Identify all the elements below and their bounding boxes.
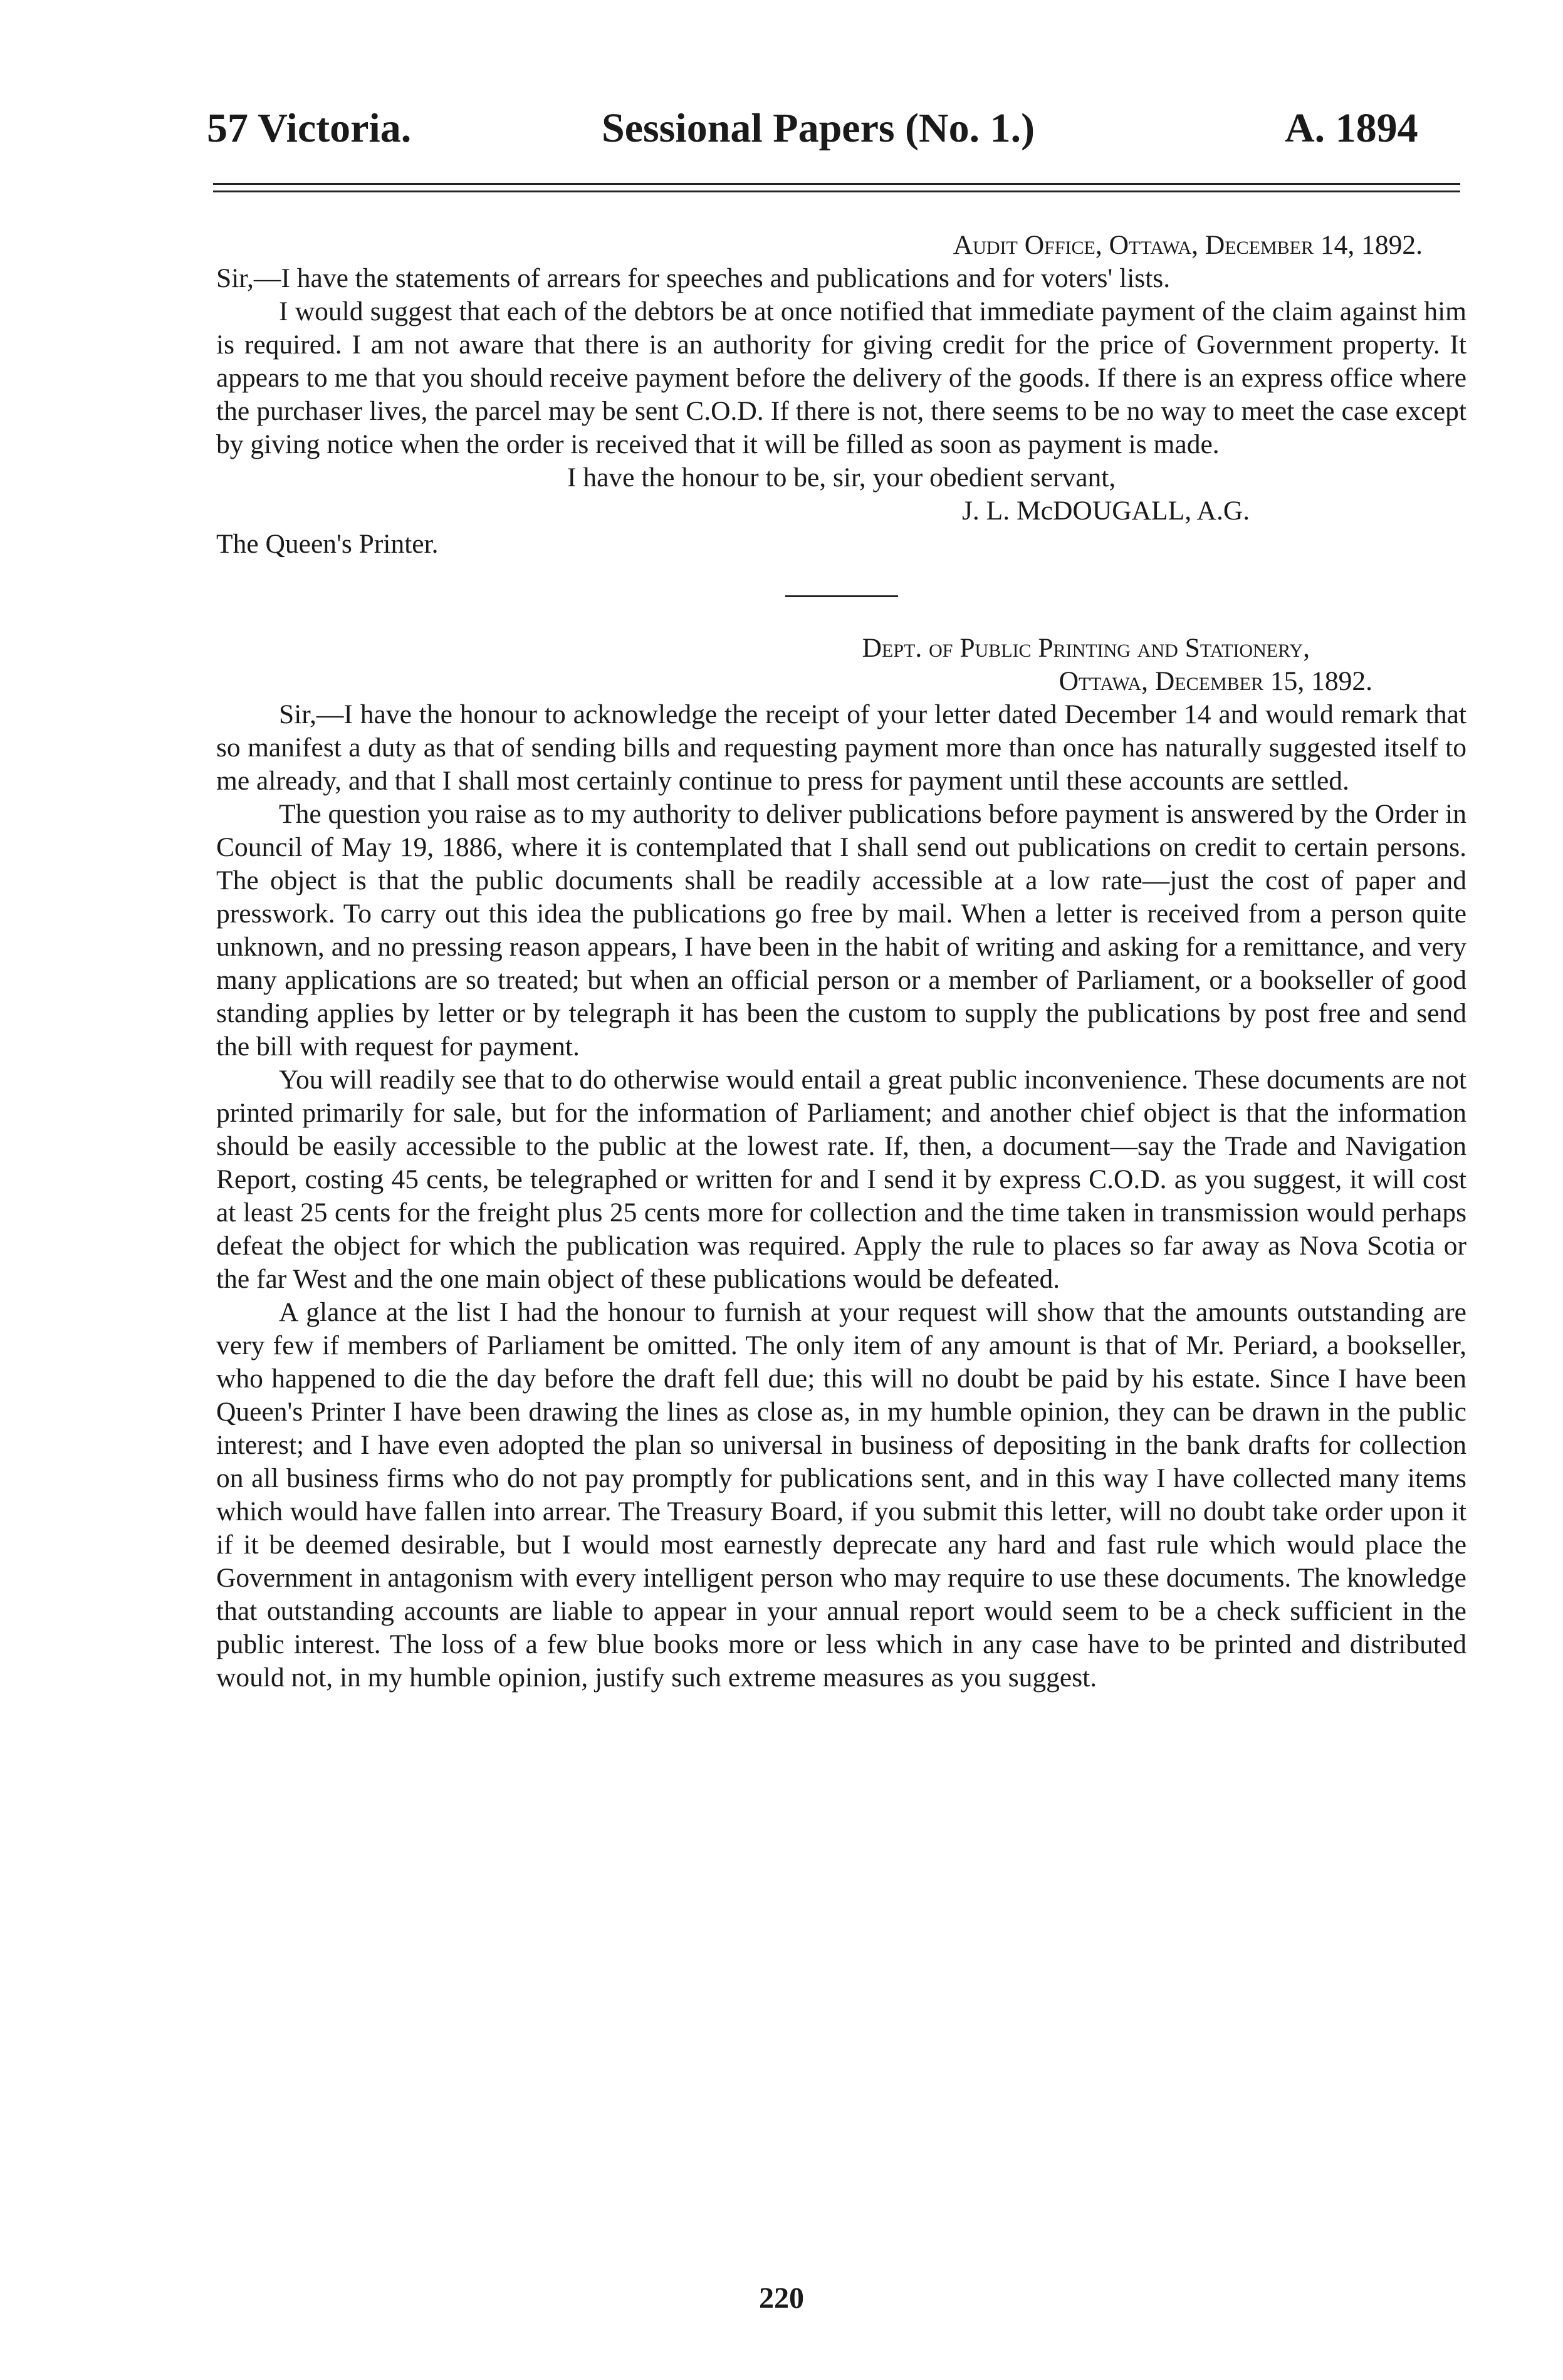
letter1-paragraph-2: I would suggest that each of the debtors be at once notified that immediate payment of the claim against him is required. I am not aware that there is an authority for giving credit for the price of Government property. It appears to me that you should receive payment before the delivery of the goods. If there is an express office where the purchaser lives, the parcel may be sent C.O.D. If there is not, there seems to be no way to meet the case except by giving notice when the order is received that it will be filled as soon as payment is made. — [216, 296, 1466, 459]
letter-audit-office — [216, 229, 1466, 1694]
letter1-place-date: Audit Office, Ottawa, December 14, 1892. — [953, 230, 1423, 260]
section-divider — [785, 595, 898, 597]
letter1-addressee: The Queen's Printer. — [216, 529, 439, 559]
letter1-salutation-paragraph — [216, 262, 1466, 295]
letter2-paragraph-2: The question you raise as to my authority to deliver publications before payment is answered by the Order in Council of May 19, 1886, where it is contemplated that I shall send out publications on credit to certain persons. The object is that the public documents shall be readily accessible at a low rate—just the cost of paper and presswork. To carry out this idea the publications go free by mail. When a letter is received from a person quite unknown, and no pressing reason appears, I have been in the habit of writing and asking for a remittance, and very many applications are so treated; but when an official person or a member of Parliament, or a bookseller of good standing applies by letter or by telegraph it has been the custom to supply the publications by post free and send the bill with request for payment. — [216, 799, 1466, 1062]
page-number: 220 — [759, 2282, 804, 2315]
sessional-papers-label: Sessional Papers (No. 1.) — [602, 105, 1035, 151]
letter2-paragraph-3: You will readily see that to do otherwise would entail a great public inconvenience. These documents are not printed primarily for sale, but for the information of Parliament; and another chief object is that the information should be easily accessible to the public at the lowest rate. If, then, a document—say the Trade and Navigation Report, costing 45 cents, be telegraphed or written for and I send it by express C.O.D. as you suggest, it will cost at least 25 cents for the freight plus 25 cents more for collection and the time taken in transmission would perhaps defeat the object for which the publication was required. Apply the rule to places so far away as Nova Scotia or the far West and the one main object of these publications would be defeated. — [216, 1065, 1466, 1294]
volume-label: 57 Victoria. — [207, 105, 412, 151]
letter2-place-date: Ottawa, December 15, 1892. — [1059, 666, 1372, 696]
letter1-closing: I have the honour to be, sir, your obedient servant, — [567, 462, 1116, 493]
running-head — [0, 100, 1563, 157]
letter1-paragraph-1: Sir,—I have the statements of arrears for speeches and publications and for voters' lists. — [216, 263, 1171, 293]
letter2-department: Dept. of Public Printing and Stationery, — [862, 633, 1310, 663]
header-rule-bottom — [213, 191, 1460, 192]
letter2-paragraph-1: Sir,—I have the honour to acknowledge the receipt of your letter dated December 14 and would remark that so manifest a duty as that of sending bills and requesting payment more than once has naturally suggested itself to me already, and that I shall most certainly continue to press for payment until these accounts are settled. — [216, 699, 1466, 796]
letter2-paragraph-4: A glance at the list I had the honour to furnish at your request will show that the amounts outstanding are very few if members of Parliament be omitted. The only item of any amount is that of Mr. Periard, a bookseller, who happened to die the day before the draft fell due; this will no doubt be paid by his estate. Since I have been Queen's Printer I have been drawing the lines as close as, in my humble opinion, they can be drawn in the public interest; and I have even adopted the plan so universal in business of depositing in the bank drafts for collection on all business firms who do not pay promptly for publications sent, and in this way I have collected many items which would have fallen into arrear. The Treasury Board, if you submit this letter, will no doubt take order upon it if it be deemed desirable, but I would most earnestly deprecate any hard and fast rule which would place the Government in antagonism with every intelligent person who may require to use these documents. The knowledge that outstanding accounts are liable to appear in your annual report would seem to be a check sufficient in the public interest. The loss of a few blue books more or less which in any case have to be printed and distributed would not, in my humble opinion, justify such extreme measures as you suggest. — [216, 1297, 1466, 1693]
header-rule-top — [213, 183, 1460, 185]
letter1-signature: J. L. McDOUGALL, A.G. — [962, 496, 1250, 526]
year-label: A. 1894 — [1285, 105, 1418, 151]
letter1-signature-block — [216, 461, 1466, 561]
